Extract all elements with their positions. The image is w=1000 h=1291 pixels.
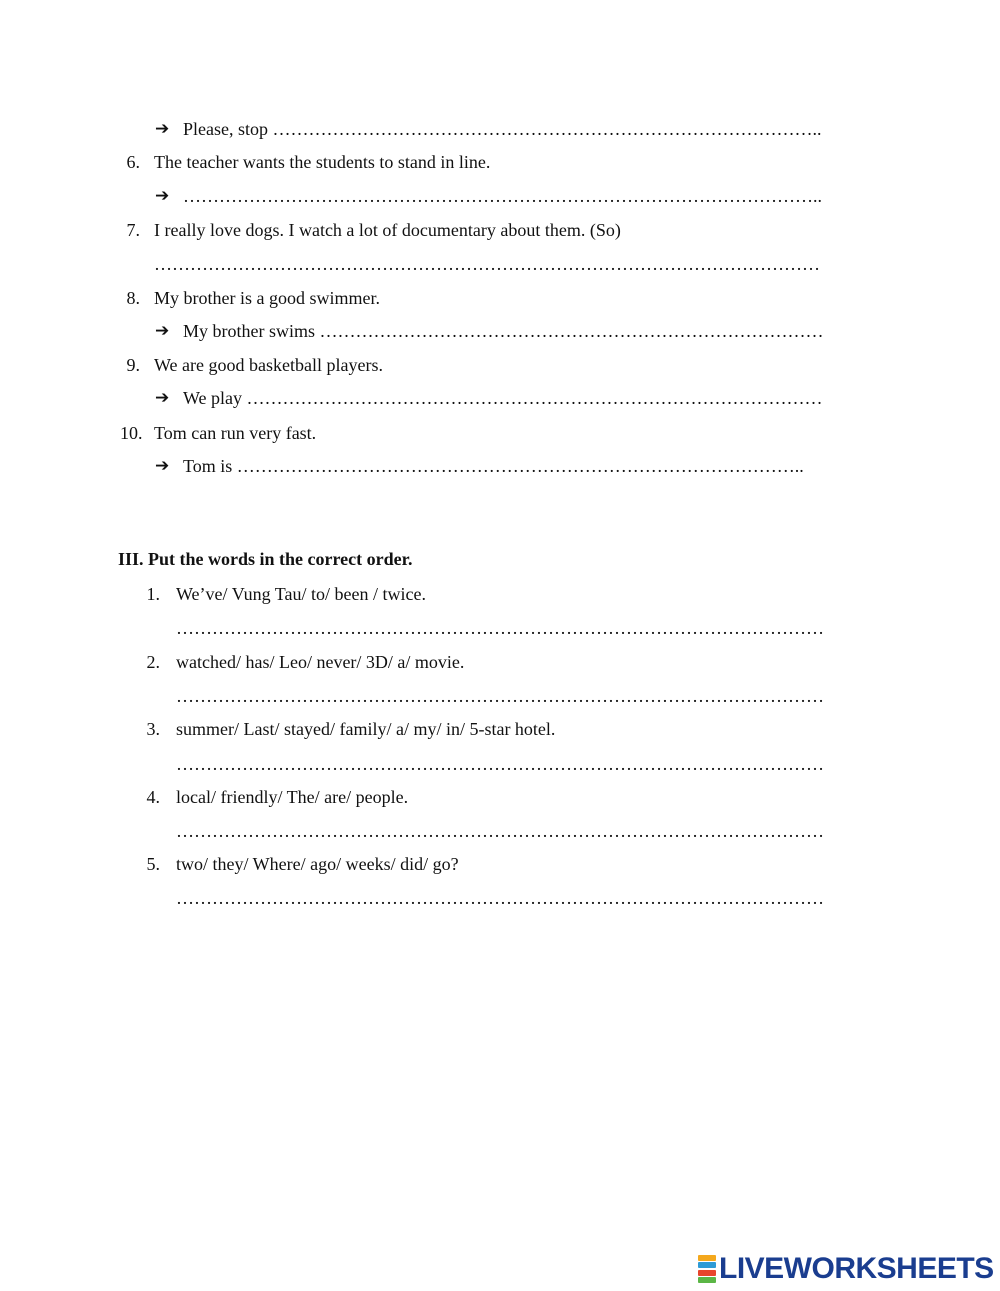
- answer-line-9[interactable]: We play ……………………………………………………………………………………: [183, 388, 823, 408]
- item-sentence: We are good basketball players.: [154, 355, 383, 375]
- answer-line-s3-1[interactable]: ………………………………………………………………………………………………: [176, 618, 824, 638]
- logo-text: LIVEWORKSHEETS: [719, 1252, 994, 1285]
- item-prompt: summer/ Last/ stayed/ family/ a/ my/ in/ 5-star hotel.: [176, 719, 556, 739]
- arrow-icon: ➔: [155, 456, 170, 476]
- item-number: 2.: [146, 652, 160, 672]
- answer-line-s3-3[interactable]: ………………………………………………………………………………………………: [176, 754, 824, 774]
- answer-line-6[interactable]: ……………………………………………………………………………………………..: [183, 186, 822, 206]
- liveworksheets-logo[interactable]: [698, 1254, 994, 1284]
- item-prompt: We’ve/ Vung Tau/ to/ been / twice.: [176, 584, 426, 604]
- item-number: 4.: [146, 787, 160, 807]
- answer-line-8[interactable]: My brother swims …………………………………………………………………………: [183, 321, 824, 341]
- answer-line-s3-5[interactable]: ………………………………………………………………………………………………: [176, 888, 824, 908]
- item-number: 5.: [146, 854, 160, 874]
- item-prompt: watched/ has/ Leo/ never/ 3D/ a/ movie.: [176, 652, 465, 672]
- item-number: 6.: [126, 152, 140, 172]
- item-number: 3.: [146, 719, 160, 739]
- answer-line-10[interactable]: Tom is …………………………………………………………………………………..: [183, 456, 804, 476]
- item-sentence: I really love dogs. I watch a lot of documentary about them. (So): [154, 220, 621, 240]
- arrow-icon: ➔: [155, 119, 170, 139]
- item-number: 7.: [126, 220, 140, 240]
- answer-line-s3-4[interactable]: ………………………………………………………………………………………………: [176, 821, 824, 841]
- item-sentence: The teacher wants the students to stand in line.: [154, 152, 491, 172]
- answer-line-s3-2[interactable]: ………………………………………………………………………………………………: [176, 686, 824, 706]
- arrow-icon: ➔: [155, 321, 170, 341]
- arrow-icon: ➔: [155, 186, 170, 206]
- logo-mark-icon: [698, 1255, 716, 1283]
- item-number: 10.: [120, 423, 143, 443]
- item-prompt: local/ friendly/ The/ are/ people.: [176, 787, 409, 807]
- item-sentence: Tom can run very fast.: [154, 423, 317, 443]
- arrow-icon: ➔: [155, 388, 170, 408]
- answer-line-5[interactable]: Please, stop ………………………………………………………………………………..: [183, 119, 822, 139]
- item-number: 8.: [126, 288, 140, 308]
- item-number: 1.: [146, 584, 160, 604]
- item-prompt: two/ they/ Where/ ago/ weeks/ did/ go?: [176, 854, 459, 874]
- answer-line-7[interactable]: …………………………………………………………………………………………………: [154, 254, 820, 274]
- item-number: 9.: [126, 355, 140, 375]
- section-heading: III. Put the words in the correct order.: [118, 549, 413, 569]
- item-sentence: My brother is a good swimmer.: [154, 288, 380, 308]
